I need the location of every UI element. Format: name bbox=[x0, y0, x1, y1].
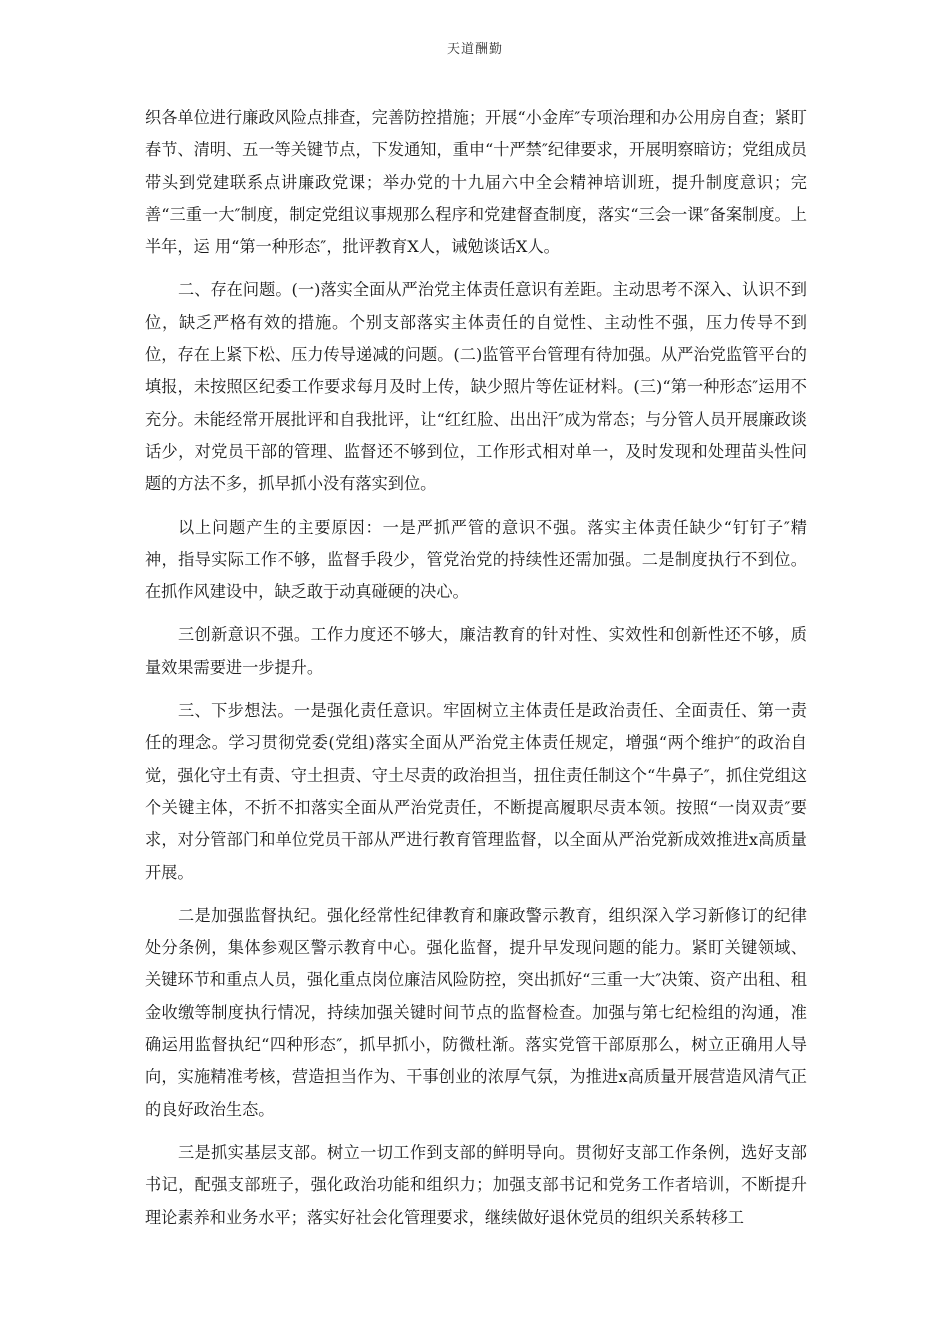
paragraph-innovation-awareness: 三创新意识不强。工作力度还不够大，廉洁教育的针对性、实效性和创新性还不够，质量效果需要进一步提升。 bbox=[145, 625, 807, 677]
paragraph-existing-problems: 二、存在问题。(一)落实全面从严治党主体责任意识有差距。主动思考不深入、认识不到位，缺乏严格有效的措施。个别支部落实主体责任的自觉性、主动性不强，压力传导不到位，存在上紧下松、压力传导递减的问题。(二)监管平台管理有待加强。从严治党监管平台的填报，未按照区纪委工作要求每月及时上传，缺少照片等佐证材料。(三)“第一种形态″运用不充分。未能经常开展批评和自我批评，让“红红脸、出出汗″成为常态；与分管人员开展廉政谈话少，对党员干部的管理、监督还不够到位，工作形式相对单一，及时发现和处理苗头性问题的方法不多，抓早抓小没有落实到位。 bbox=[145, 280, 807, 494]
document-body bbox=[145, 102, 807, 1245]
paragraph-supervision: 二是加强监督执纪。强化经常性纪律教育和廉政警示教育，组织深入学习新修订的纪律处分条例，集体参观区警示教育中心。强化监督，提升早发现问题的能力。紧盯关键领域、关键环节和重点人员，强化重点岗位廉洁风险防控，突出抓好“三重一大″决策、资产出租、租金收缴等制度执行情况，持续加强关键时间节点的监督检查。加强与第七纪检组的沟通，准确运用监督执纪“四种形态″，抓早抓小，防微杜渐。落实党管干部原那么，树立正确用人导向，实施精准考核，营造担当作为、干事创业的浓厚气氛，为推进x高质量开展营造风清气正的良好政治生态。 bbox=[145, 905, 807, 1119]
paragraph-main-causes: 以上问题产生的主要原因：一是严抓严管的意识不强。落实主体责任缺少“钉钉子″精神，指导实际工作不够，监督手段少，管党治党的持续性还需加强。二是制度执行不到位。在抓作风建设中，缺乏敢于动真碰硬的决心。 bbox=[145, 517, 807, 602]
paragraph-next-steps: 三、下步想法。一是强化责任意识。牢固树立主体责任是政治责任、全面责任、第一责任的理念。学习贯彻党委(党组)落实全面从严治党主体责任规定，增强“两个维护″的政治自觉，强化守土有责、守土担责、守土尽责的政治担当，扭住责任制这个“牛鼻子″，抓住党组这个关键主体，不折不扣落实全面从严治党责任，不断提高履职尽责本领。按照“一岗双责″要求，对分管部门和单位党员干部从严进行教育管理监督，以全面从严治党新成效推进x高质量开展。 bbox=[145, 701, 807, 882]
page-header-title: 天道酬勤 bbox=[446, 42, 503, 57]
paragraph-continuation: 织各单位进行廉政风险点排查，完善防控措施；开展“小金库″专项治理和办公用房自查；紧盯春节、清明、五一等关键节点，下发通知，重申“十严禁″纪律要求，开展明察暗访；党组成员带头到党建联系点讲廉政党课；举办党的十九届六中全会精神培训班，提升制度意识；完善“三重一大″制度，制定党组议事规那么程序和党建督查制度，落实“三会一课″备案制度。上半年，运 用“第一种形态″，批评教育X人，诫勉谈话X人。 bbox=[145, 108, 807, 257]
paragraph-grassroots-branches: 三是抓实基层支部。树立一切工作到支部的鲜明导向。贯彻好支部工作条例，选好支部书记，配强支部班子，强化政治功能和组织力；加强支部书记和党务工作者培训，不断提升理论素养和业务水平；落实好社会化管理要求，继续做好退休党员的组织关系转移工 bbox=[145, 1142, 807, 1227]
